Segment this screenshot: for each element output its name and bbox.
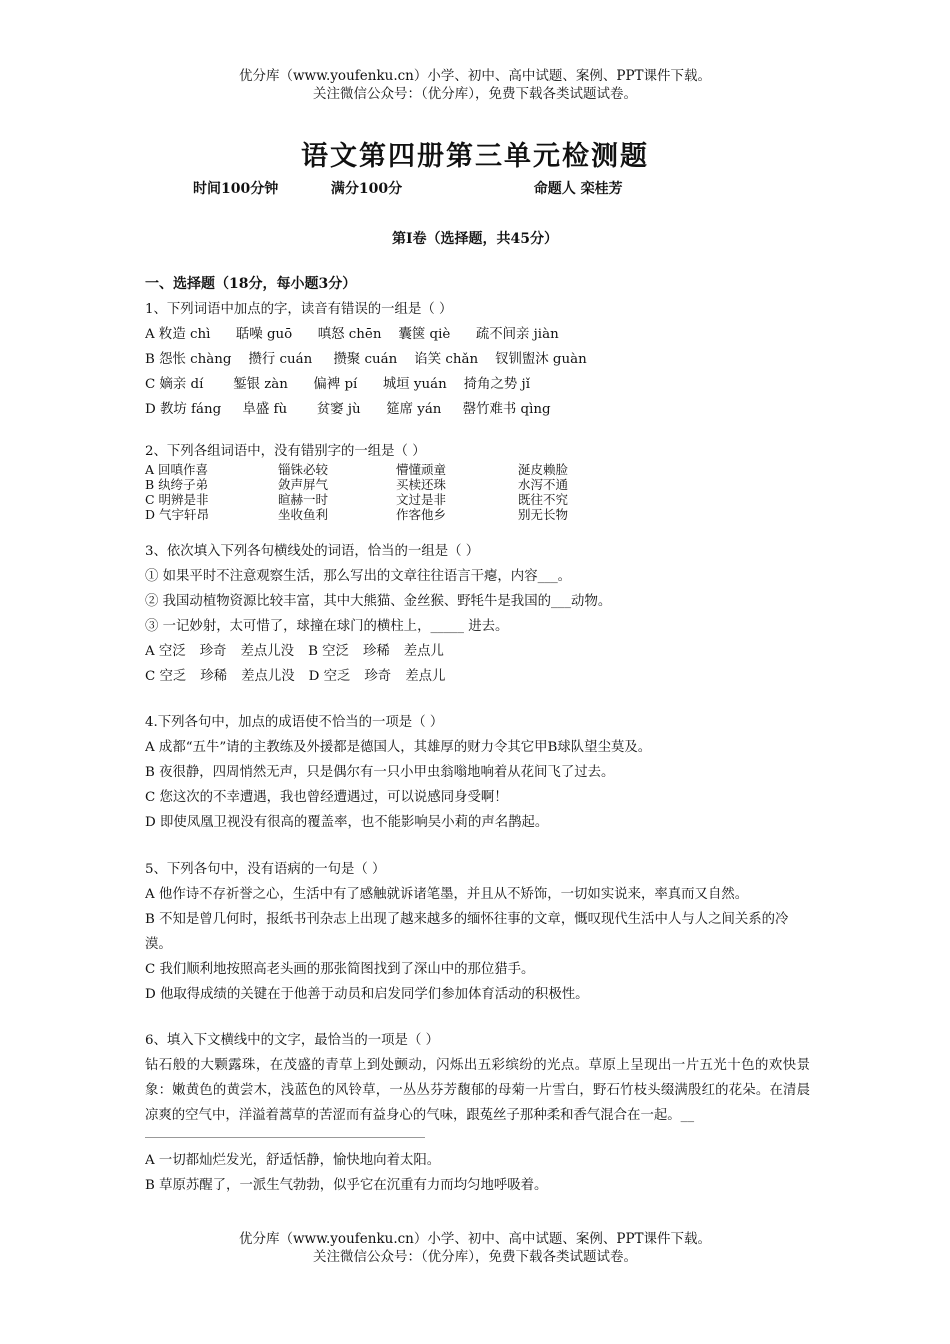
q3-opt: B 空泛 — [308, 644, 349, 659]
q5-option-a: A 他作诗不存祈誉之心，生活中有了感触就诉诸笔墨，并且从不矫饰，一切如实说来，率真而又自然。 — [145, 887, 749, 902]
q3-opt: 差点儿没 — [241, 669, 295, 684]
q2-cell: 别无长物 — [518, 507, 569, 522]
question-block-4 — [145, 710, 810, 835]
q2-cell: 作客他乡 — [396, 507, 447, 522]
q2-cell: 坐收鱼利 — [278, 507, 329, 522]
q4-option-a: A 成都“五牛”请的主教练及外援都是德国人，其雄厚的财力令其它甲B球队望尘莫及。 — [145, 740, 652, 755]
exam-meta — [193, 178, 623, 198]
q2-cell: 既往不究 — [518, 492, 569, 507]
header-line-2: 关注微信公众号：（优分库），免费下载各类试题试卷。 — [313, 86, 637, 102]
question-block-5 — [145, 857, 810, 1007]
q2-cell: 买椟还珠 — [396, 477, 447, 492]
divider — [145, 1137, 425, 1138]
question-block-6 — [145, 1028, 810, 1198]
q3-stem: 3、依次填入下列各句横线处的词语，恰当的一组是（ ） — [145, 544, 480, 559]
q2-cell: 涎皮赖脸 — [518, 462, 569, 477]
page-header — [0, 67, 950, 103]
q3-opt: A 空泛 — [145, 644, 186, 659]
q2-row-c — [145, 492, 810, 507]
q3-opt: 珍奇 — [364, 669, 392, 684]
question-block-3 — [145, 539, 810, 689]
q2-cell: 锱铢必较 — [278, 462, 329, 477]
meta-time: 时间100分钟 — [193, 181, 279, 197]
meta-score: 满分100分 — [330, 181, 403, 197]
q2-cell: C 明辨是非 — [145, 492, 209, 507]
q2-cell: 文过是非 — [396, 492, 447, 507]
q3-sentence-2: ② 我国动植物资源比较丰富，其中大熊猫、金丝猴、野牦牛是我国的___动物。 — [145, 594, 612, 609]
header-line-1: 优分库（www.youfenku.cn）小学、初中、高中试题、案例、PPT课件下载。 — [238, 68, 712, 84]
q3-opt: 差点儿 — [405, 669, 446, 684]
q2-stem: 2、下列各组词语中，没有错别字的一组是（ ） — [145, 444, 426, 459]
q1-stem: 1、下列词语中加点的字，读音有错误的一组是（ ） — [145, 302, 453, 317]
q4-option-c: C 您这次的不幸遭遇，我也曾经遭遇过，可以说感同身受啊！ — [145, 790, 508, 805]
question-block-1 — [145, 272, 810, 422]
footer-line-2: 关注微信公众号：（优分库），免费下载各类试题试卷。 — [313, 1249, 637, 1265]
q2-cell: A 回嗔作喜 — [145, 462, 209, 477]
q2-cell: B 纨绔子弟 — [145, 477, 209, 492]
q3-opt: C 空乏 — [145, 669, 187, 684]
q2-row-a — [145, 462, 810, 477]
q5-stem: 5、下列各句中，没有语病的一句是（ ） — [145, 862, 386, 877]
q4-stem: 4.下列各句中，加点的成语使不恰当的一项是（ ） — [145, 715, 444, 730]
q4-option-b: B 夜很静，四周悄然无声，只是偶尔有一只小甲虫翁嗡地响着从花间飞了过去。 — [145, 765, 615, 780]
q3-sentence-1: ① 如果平时不注意观察生活，那么写出的文章往往语言干瘪，内容___。 — [145, 569, 572, 584]
q1-option-a: A 敉造 chì 聒噪 guō 嗔怒 chēn 囊箧 qiè 疏不间亲 jiàn — [145, 327, 559, 342]
q6-passage: 钻石般的大颗露珠，在茂盛的青草上到处颤动，闪烁出五彩缤纷的光点。草原上呈现出一片五光十色的欢快景象：嫩黄色的黄尝木，浅蓝色的风铃草，一丛丛芬芳馥郁的母菊一片雪白，野石竹枝头缀满殷红的花朵。在清晨凉爽的空气中，洋溢着蒿草的苦涩而有益身心的气味，跟菟丝子那种柔和香气混合在一起。__ — [145, 1058, 810, 1123]
q2-cell: 暄赫一时 — [278, 492, 329, 507]
q3-options-row-1 — [145, 639, 810, 664]
q3-options-row-2 — [145, 664, 810, 689]
exam-title: 语文第四册第三单元检测题 — [301, 141, 649, 172]
q4-option-d: D 即使凤凰卫视没有很高的覆盖率，也不能影响吴小莉的声名鹊起。 — [145, 815, 549, 830]
q3-opt: 珍稀 — [362, 644, 390, 659]
q1-option-b: B 怨怅 chàng 攒行 cuán 攒聚 cuán 谄笑 chǎn 钗钏盥沐 guàn — [145, 352, 587, 367]
page-footer — [0, 1230, 950, 1266]
q1-option-c: C 嫡亲 dí 錾银 zàn 偏裨 pí 城垣 yuán 掎角之势 jǐ — [145, 377, 530, 392]
q2-cell: D 气宇轩昂 — [145, 507, 209, 522]
q3-sentence-3: ③ 一记妙射，太可惜了，球撞在球门的横柱上，_____ 进去。 — [145, 619, 509, 634]
q6-option-b: B 草原苏醒了，一派生气勃勃，似乎它在沉重有力而均匀地呼吸着。 — [145, 1178, 548, 1193]
volume-heading: 第Ⅰ卷（选择题，共45分） — [391, 231, 559, 247]
section-heading: 一、选择题（18分，每小题3分） — [145, 276, 357, 292]
q5-option-b: B 不知是曾几何时，报纸书刊杂志上出现了越来越多的缅怀往事的文章，慨叹现代生活中人与人之间关系的冷漠。 — [145, 912, 789, 952]
q3-opt: 差点儿 — [403, 644, 444, 659]
q5-option-d: D 他取得成绩的关键在于他善于动员和启发同学们参加体育活动的积极性。 — [145, 987, 589, 1002]
q2-cell: 水泻不通 — [518, 477, 569, 492]
q6-stem: 6、填入下文横线中的文字，最恰当的一项是（ ） — [145, 1033, 439, 1048]
q2-cell: 敛声屏气 — [278, 477, 329, 492]
meta-author: 命题人 栾桂芳 — [533, 181, 623, 197]
q2-row-d — [145, 507, 810, 522]
q3-opt: 珍奇 — [199, 644, 227, 659]
question-block-2 — [145, 442, 810, 522]
q3-opt: 珍稀 — [200, 669, 228, 684]
q3-opt: 差点儿没 — [240, 644, 295, 659]
q5-option-c: C 我们顺利地按照高老头画的那张简图找到了深山中的那位猎手。 — [145, 962, 535, 977]
q2-cell: 懵懂顽童 — [396, 462, 447, 477]
q6-option-a: A 一切都灿烂发光，舒适恬静，愉快地向着太阳。 — [145, 1153, 441, 1168]
footer-line-1: 优分库（www.youfenku.cn）小学、初中、高中试题、案例、PPT课件下载。 — [238, 1231, 712, 1247]
q3-opt: D 空乏 — [308, 669, 351, 684]
q2-row-b — [145, 477, 810, 492]
q1-option-d: D 教坊 fáng 阜盛 fù 贫窭 jù 筵席 yán 罄竹难书 qìng — [145, 402, 551, 417]
